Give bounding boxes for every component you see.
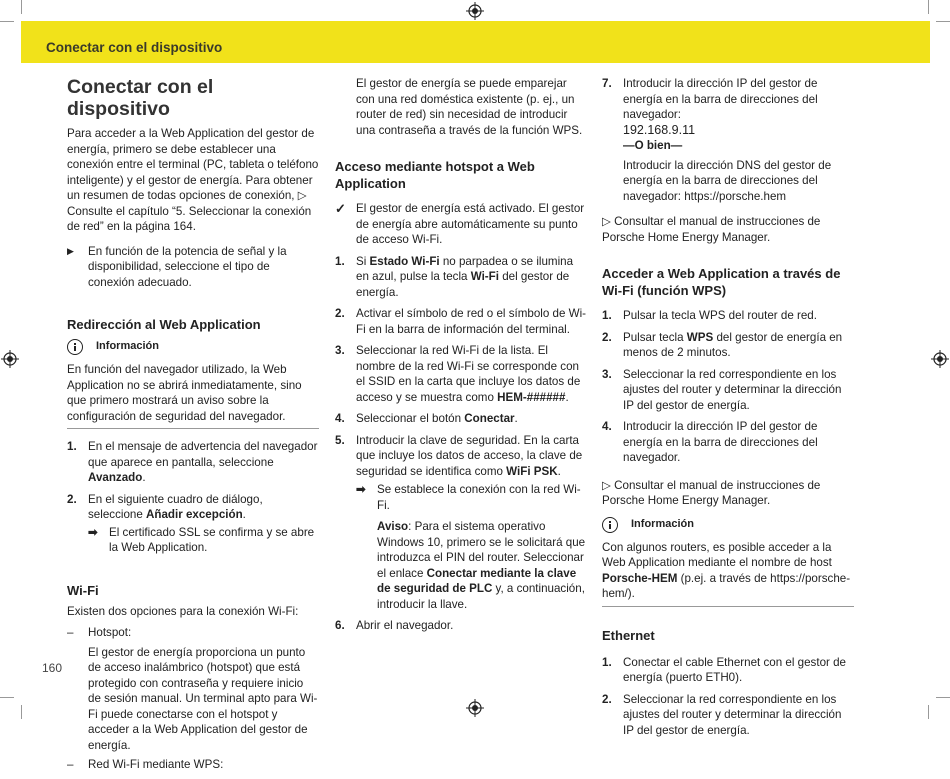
list-item-text: Pulsar tecla WPS del gestor de energía en menos de 2 minutos. bbox=[623, 330, 843, 359]
precondition bbox=[335, 201, 587, 248]
list-item bbox=[602, 367, 854, 414]
list-item-text: Introducir la dirección IP del gestor de energía en la barra de direcciones del navegador. bbox=[623, 420, 818, 464]
section-heading-wps: Acceder a Web Application a través de Wi-Fi (función WPS) bbox=[602, 266, 841, 298]
list-item-text: Hotspot: bbox=[88, 626, 132, 639]
section-heading-hotspot: Acceso mediante hotspot a Web Application bbox=[335, 159, 535, 191]
list-item bbox=[67, 244, 319, 291]
list-item-text: En función de la potencia de señal y la disponibilidad, seleccione el tipo de conexión adecuado. bbox=[88, 244, 287, 289]
arrow-right-icon: ➡ bbox=[88, 525, 98, 539]
precondition-text: El gestor de energía está activado. El gestor de energía abre automáticamente su punto de acceso Wi-Fi. bbox=[356, 202, 585, 246]
crop-mark bbox=[928, 705, 929, 719]
page-number: 160 bbox=[42, 661, 63, 675]
info-box-header bbox=[602, 517, 854, 533]
list-item-text: Si Estado Wi-Fi no parpadea o se ilumina en azul, pulse la tecla Wi-Fi del gestor de energía. bbox=[356, 254, 574, 299]
step-number: 2. bbox=[67, 492, 77, 506]
page-title: Conectar con el dispositivo bbox=[67, 76, 214, 120]
crop-mark bbox=[936, 21, 950, 22]
info-text: En función del navegador utilizado, la Web Application no se abrirá inmediatamente, sino que primero mostrará un aviso sobre la configuración de seguridad del navegador. bbox=[67, 362, 319, 429]
info-label: Información bbox=[96, 340, 159, 353]
result-text: Se establece la conexión con la red Wi-Fi. bbox=[377, 483, 581, 512]
crop-mark bbox=[0, 21, 14, 22]
list-item bbox=[67, 492, 319, 523]
list-item-text: Seleccionar el botón Conectar. bbox=[356, 412, 518, 425]
running-header-title: Conectar con el dispositivo bbox=[46, 40, 223, 55]
list-item-text: Red Wi-Fi mediante WPS: bbox=[88, 758, 224, 771]
crop-mark bbox=[0, 697, 14, 698]
section-heading-wifi: Wi-Fi bbox=[67, 582, 99, 598]
info-label: Información bbox=[631, 517, 694, 530]
step-number: 2. bbox=[602, 330, 612, 344]
list-item-result bbox=[88, 525, 319, 556]
arrow-right-icon: ➡ bbox=[356, 483, 366, 496]
crop-mark bbox=[936, 697, 950, 698]
manual-reference: ▷ Consultar el manual de instrucciones de Porsche Home Energy Manager. bbox=[602, 478, 821, 507]
list-item-text: En el mensaje de advertencia del navegador que aparece en pantalla, seleccione Avanzado. bbox=[88, 440, 318, 484]
registration-mark-icon bbox=[466, 2, 484, 20]
list-item-text: Conectar el cable Ethernet con el gestor de energía (puerto ETH0). bbox=[623, 655, 846, 684]
list-item-text: Abrir el navegador. bbox=[356, 619, 454, 632]
info-box-header bbox=[67, 339, 319, 355]
hotspot-description: El gestor de energía proporciona un punto de acceso inalámbrico (hotspot) que está protegido con contraseña y requiere inicio de sesión manual. Un terminal apto para Wi-Fi puede conectarse con el hotspot y acceder a la Web Application del gestor de energía. bbox=[88, 645, 318, 752]
step-number: 4. bbox=[602, 420, 612, 433]
list-item-text: Activar el símbolo de red o el símbolo de Wi-Fi en la barra de información del terminal. bbox=[356, 307, 587, 336]
crop-mark bbox=[21, 705, 22, 719]
intro-paragraph: Para acceder a la Web Application del gestor de energía, primero se debe establecer una conexión entre el terminal (PC, tableta o teléfono inteligente) y el gestor de energía. Para obtener un resumen de todas opciones de conexión, ▷ Consulte el capítulo “5. Seleccionar la conexión de red” en la página 164. bbox=[67, 127, 319, 233]
column-3 bbox=[602, 76, 854, 744]
step-number: 3. bbox=[602, 367, 612, 381]
step-number: 1. bbox=[67, 440, 77, 453]
crop-mark bbox=[928, 0, 929, 14]
section-heading-redirect: Redirección al Web Application bbox=[67, 317, 261, 332]
registration-mark-icon bbox=[1, 350, 19, 368]
list-item-text: En el siguiente cuadro de diálogo, seleccione Añadir excepción. bbox=[88, 492, 263, 521]
list-item bbox=[335, 254, 587, 301]
dns-instruction: Introducir la dirección DNS del gestor de energía en la barra de direcciones del navegador: https://porsche.hem bbox=[623, 158, 832, 203]
step-number: 2. bbox=[602, 692, 612, 706]
list-item bbox=[67, 625, 319, 641]
or-separator: —O bien— bbox=[623, 139, 683, 152]
dash-marker: – bbox=[67, 626, 74, 639]
step-number: 1. bbox=[602, 309, 612, 322]
list-item-text: Introducir la clave de seguridad. En la carta que incluye los datos de acceso, la clave de seguridad se identifica como WiFi PSK. bbox=[356, 433, 583, 478]
step-number: 7. bbox=[602, 77, 612, 90]
list-item bbox=[335, 618, 587, 634]
dash-marker: – bbox=[67, 758, 74, 771]
list-item bbox=[335, 306, 587, 337]
list-item-text: Seleccionar la red correspondiente en los ajustes del router y determinar la dirección IP del gestor de energía. bbox=[623, 367, 842, 412]
step-number: 1. bbox=[602, 655, 612, 669]
list-item bbox=[67, 439, 319, 486]
list-item-text: Introducir la dirección IP del gestor de energía en la barra de direcciones del navegador: 192.168.9.11 —O bien— bbox=[623, 77, 818, 152]
ip-address: 192.168.9.11 bbox=[623, 122, 696, 137]
list-item-text: Seleccionar la red correspondiente en los ajustes del router y determinar la dirección IP del gestor de energía. bbox=[623, 692, 842, 737]
list-item bbox=[602, 655, 854, 686]
info-text: Con algunos routers, es posible acceder a la Web Application mediante el nombre de host Porsche-HEM (p.ej. a través de https://porsche-hem/). bbox=[602, 540, 854, 607]
list-item bbox=[602, 330, 854, 361]
result-text: El certificado SSL se confirma y se abre la Web Application. bbox=[109, 525, 315, 554]
list-item-text: Seleccionar la red Wi-Fi de la lista. El nombre de la red Wi-Fi se corresponde con el SSID en la carta que incluye los datos de acceso y se muestra como HEM-######. bbox=[356, 344, 581, 404]
step-number: 6. bbox=[335, 619, 345, 632]
registration-mark-icon bbox=[466, 699, 484, 717]
column-1 bbox=[67, 76, 319, 779]
check-icon: ✓ bbox=[335, 201, 346, 216]
windows-note: Aviso: Para el sistema operativo Windows 10, primero se le solicitará que introduzca el PIN del router. Seleccionar el enlace Conectar mediante la clave de seguridad de PLC y, a continuación, introducir la llave. bbox=[377, 520, 586, 611]
step-number: 3. bbox=[335, 344, 345, 357]
list-item bbox=[335, 433, 587, 480]
wps-description: El gestor de energía se puede emparejar con una red doméstica existente (p. ej., un router de red) sin necesidad de introducir una contraseña a través de la función WPS. bbox=[356, 77, 583, 137]
bullet-icon: ▶ bbox=[67, 245, 74, 256]
step-number: 4. bbox=[335, 412, 345, 425]
list-item bbox=[602, 76, 854, 154]
list-item bbox=[335, 411, 587, 427]
list-item bbox=[602, 308, 854, 324]
step-number: 5. bbox=[335, 433, 345, 447]
list-item bbox=[335, 343, 587, 405]
manual-reference: ▷ Consultar el manual de instrucciones de Porsche Home Energy Manager. bbox=[602, 215, 821, 244]
list-item-result bbox=[356, 482, 587, 513]
running-header bbox=[21, 21, 930, 63]
registration-mark-icon bbox=[931, 350, 949, 368]
list-item bbox=[67, 757, 319, 773]
info-icon bbox=[602, 517, 618, 533]
wifi-intro: Existen dos opciones para la conexión Wi-Fi: bbox=[67, 604, 299, 618]
list-item bbox=[602, 419, 854, 466]
column-2 bbox=[335, 76, 587, 640]
step-number: 1. bbox=[335, 254, 345, 268]
step-number: 2. bbox=[335, 307, 345, 320]
section-heading-ethernet: Ethernet bbox=[602, 627, 655, 643]
crop-mark bbox=[21, 0, 22, 14]
list-item bbox=[602, 692, 854, 739]
list-item-text: Pulsar la tecla WPS del router de red. bbox=[623, 309, 817, 322]
info-icon bbox=[67, 339, 83, 355]
